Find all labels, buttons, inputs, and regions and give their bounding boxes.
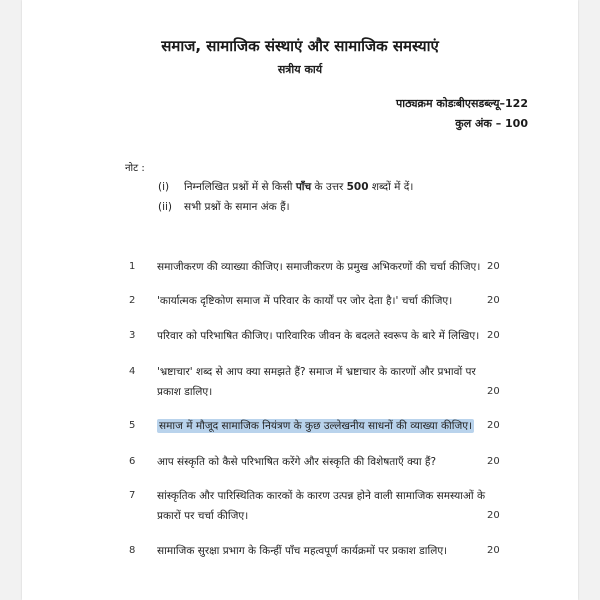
instruction-text: सभी प्रश्नों के समान अंक हैं। — [184, 201, 290, 213]
instruction-item — [158, 200, 290, 214]
question-marks: 20 — [487, 420, 500, 431]
document-page — [22, 0, 578, 600]
question-marks: 20 — [487, 295, 500, 306]
instruction-number: (ii) — [158, 201, 173, 213]
question-number: 8 — [129, 545, 136, 556]
total-marks: कुल अंक – 100 — [455, 117, 528, 130]
question-text: 'कार्यात्मक दृष्टिकोण समाज में परिवार के कार्यों पर जोर देता है।' चर्चा कीजिए। — [157, 295, 453, 307]
document-title: समाज, सामाजिक संस्थाएं और सामाजिक समस्याएं — [161, 37, 439, 55]
instruction-item — [158, 180, 413, 194]
document-subtitle: सत्रीय कार्य — [277, 63, 323, 76]
question-number: 7 — [129, 490, 136, 501]
instruction-text: के उत्तर — [314, 181, 344, 193]
question-text: परिवार को परिभाषित कीजिए। पारिवारिक जीवन के बदलते स्वरूप के बारे में लिखिए। — [157, 330, 480, 342]
question-number: 5 — [129, 420, 136, 431]
question-number: 4 — [129, 366, 136, 377]
question-number: 1 — [129, 261, 136, 272]
note-label: नोट : — [125, 163, 145, 174]
question-text: सामाजिक सुरक्षा प्रभाग के किन्हीं पाँच महत्वपूर्ण कार्यक्रमों पर प्रकाश डालिए। — [157, 545, 448, 557]
question-marks: 20 — [487, 261, 500, 272]
question-number: 2 — [129, 295, 136, 306]
question-text: समाजीकरण की व्याख्या कीजिए। समाजीकरण के प्रमुख अभिकरणों की चर्चा कीजिए। — [157, 261, 481, 273]
question-text: आप संस्कृति को कैसे परिभाषित करेंगे और संस्कृति की विशेषताएँ क्या हैं? — [157, 456, 437, 468]
question-marks: 20 — [487, 510, 500, 521]
instruction-text: निम्नलिखित प्रश्नों में से किसी — [184, 181, 293, 193]
question-marks: 20 — [487, 456, 500, 467]
question-text: 'भ्रष्टाचार' शब्द से आप क्या समझते हैं? समाज में भ्रष्टाचार के कारणों और प्रभावों पर प्रकाश डालिए। — [157, 366, 476, 398]
question-number: 6 — [129, 456, 136, 467]
instruction-text: शब्दों में दें। — [371, 181, 414, 193]
question-marks: 20 — [487, 330, 500, 341]
instruction-bold: पाँच — [295, 181, 312, 193]
text-selection-highlight: समाज में मौजूद सामाजिक नियंत्रण के कुछ उल्लेखनीय साधनों की व्याख्या कीजिए। — [159, 420, 473, 432]
question-marks: 20 — [487, 386, 500, 397]
question-text-selected — [157, 416, 487, 436]
question-text: सांस्कृतिक और पारिस्थितिक कारकों के कारण उत्पन्न होने वाली सामाजिक समस्याओं के प्रकारों पर चर्चा कीजिए। — [157, 490, 486, 522]
course-code: पाठ्यक्रम कोडःबीएसडब्ल्यू–122 — [396, 97, 528, 110]
instruction-number: (i) — [158, 181, 170, 193]
question-number: 3 — [129, 330, 136, 341]
question-marks: 20 — [487, 545, 500, 556]
instruction-bold: 500 — [346, 181, 369, 193]
